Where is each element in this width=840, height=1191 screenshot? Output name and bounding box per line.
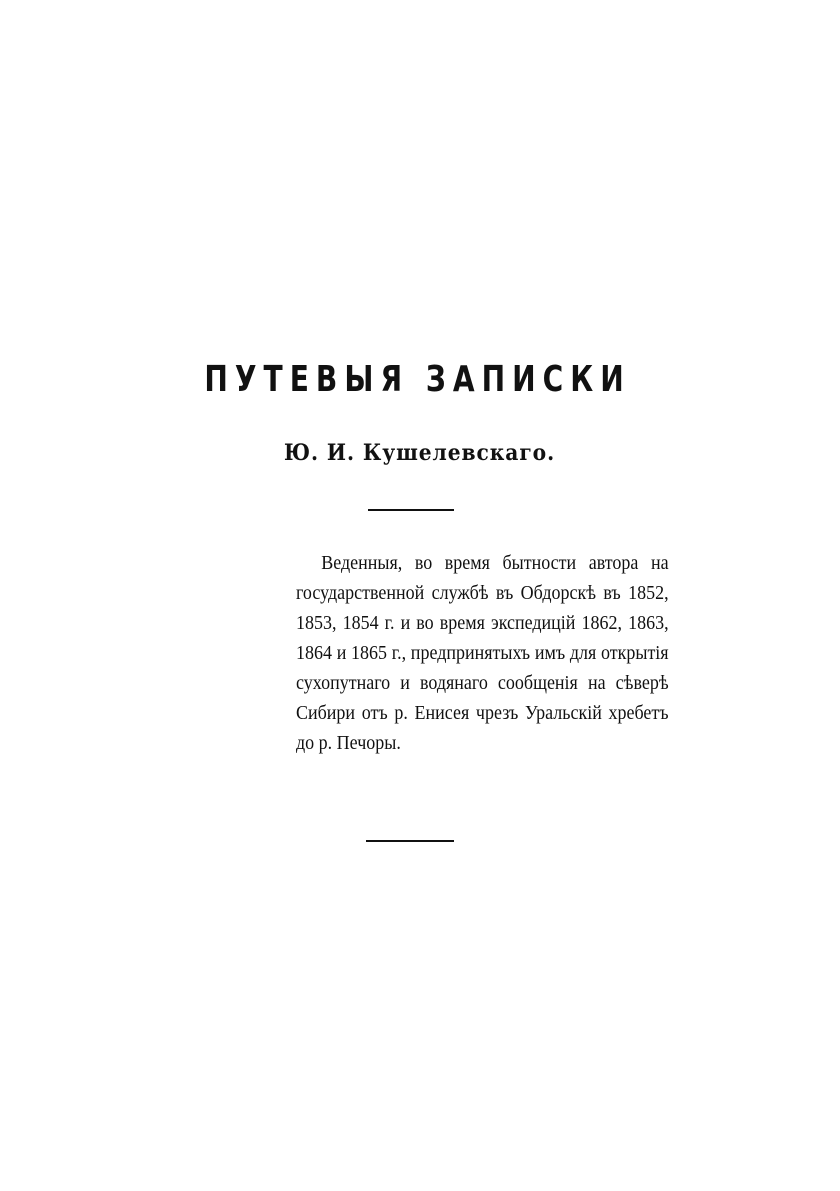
author-name: Ю. И. Кушелевскаго. bbox=[283, 440, 556, 466]
divider-bottom bbox=[366, 840, 454, 842]
divider-top bbox=[368, 509, 454, 511]
book-title: ПУТЕВЫЯ ЗАПИСКИ bbox=[204, 359, 631, 400]
description-paragraph: Веденныя, во время бытности автора на государственной службѣ въ Обдорскѣ въ 1852, 1853, 1854 г. и во время экспедицій 1862, 1863, 1864 и 1865 г., предпринятыхъ имъ для открытія сухопутнаго и водянаго сообщенія на сѣверѣ Сибири отъ р. Енисея чрезъ Уральскій хребетъ до р. Печоры. bbox=[296, 552, 669, 754]
